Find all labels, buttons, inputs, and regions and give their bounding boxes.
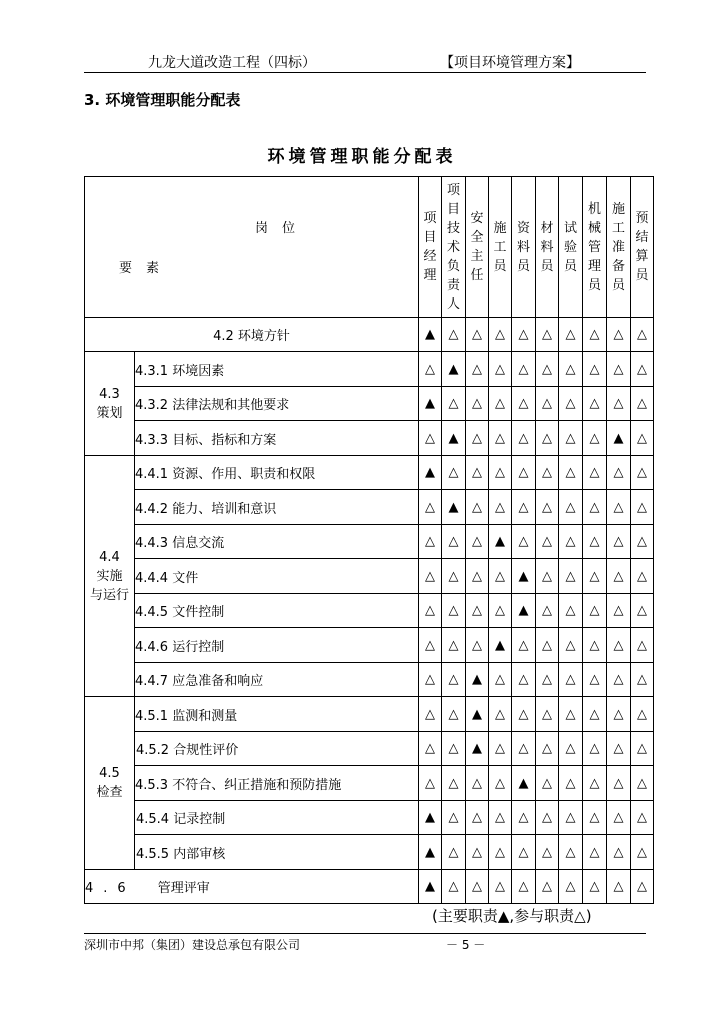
primary-responsibility-mark: ▲ <box>442 352 466 387</box>
participation-mark: △ <box>583 835 607 870</box>
footer-company: 深圳市中邦（集团）建设总承包有限公司 <box>84 938 301 952</box>
participation-mark: △ <box>583 663 607 697</box>
participation-mark: △ <box>512 732 536 766</box>
participation-mark: △ <box>607 352 631 387</box>
participation-mark: △ <box>442 318 466 352</box>
element-label: 4.4.7 应急准备和响应 <box>135 674 264 689</box>
role-header-label: 机械管理员 <box>588 201 602 293</box>
participation-mark: △ <box>419 421 442 456</box>
participation-mark: △ <box>512 663 536 697</box>
participation-mark: △ <box>419 490 442 525</box>
table-row <box>85 732 654 766</box>
participation-mark: △ <box>583 594 607 628</box>
participation-mark: △ <box>466 870 489 904</box>
role-header <box>489 177 512 318</box>
role-header <box>536 177 559 318</box>
participation-mark: △ <box>536 387 559 421</box>
participation-mark: △ <box>536 559 559 594</box>
participation-mark: △ <box>419 766 442 801</box>
participation-mark: △ <box>442 663 466 697</box>
participation-mark: △ <box>631 835 654 870</box>
participation-mark: △ <box>607 387 631 421</box>
role-header <box>419 177 442 318</box>
table-row <box>85 352 654 387</box>
participation-mark: △ <box>583 387 607 421</box>
participation-mark: △ <box>489 421 512 456</box>
primary-responsibility-mark: ▲ <box>512 559 536 594</box>
participation-mark: △ <box>631 490 654 525</box>
table-row <box>85 663 654 697</box>
element-label: 4.4.2 能力、培训和意识 <box>135 501 277 517</box>
participation-mark: △ <box>489 732 512 766</box>
participation-mark: △ <box>583 421 607 456</box>
participation-mark: △ <box>583 732 607 766</box>
header-document-title: 【项目环境管理方案】 <box>440 55 580 71</box>
participation-mark: △ <box>466 594 489 628</box>
element-cell <box>135 490 419 525</box>
participation-mark: △ <box>631 663 654 697</box>
participation-mark: △ <box>489 870 512 904</box>
element-cell <box>135 766 419 801</box>
participation-mark: △ <box>512 525 536 559</box>
participation-mark: △ <box>466 801 489 835</box>
primary-responsibility-mark: ▲ <box>419 456 442 490</box>
role-header <box>583 177 607 318</box>
participation-mark: △ <box>466 628 489 663</box>
table-row <box>85 697 654 732</box>
table-row <box>85 766 654 801</box>
participation-mark: △ <box>536 870 559 904</box>
group-label: 4.5 检查 <box>96 766 123 800</box>
table-row <box>85 456 654 490</box>
participation-mark: △ <box>442 835 466 870</box>
table-row <box>85 594 654 628</box>
participation-mark: △ <box>489 559 512 594</box>
footer-page-number: － 5 － <box>446 938 486 952</box>
participation-mark: △ <box>559 801 583 835</box>
participation-mark: △ <box>536 697 559 732</box>
element-label: 4.4.4 文件 <box>135 570 199 586</box>
element-label: 4.4.1 资源、作用、职责和权限 <box>135 467 316 482</box>
element-label: 4.4.5 文件控制 <box>135 605 225 620</box>
participation-mark: △ <box>536 352 559 387</box>
role-header-label: 项目经理 <box>423 211 437 283</box>
group-cell <box>85 352 135 456</box>
participation-mark: △ <box>489 766 512 801</box>
role-header <box>631 177 654 318</box>
element-label: 4.2 环境方针 <box>213 329 290 344</box>
participation-mark: △ <box>466 421 489 456</box>
participation-mark: △ <box>536 594 559 628</box>
footer-divider <box>84 933 646 934</box>
participation-mark: △ <box>442 697 466 732</box>
participation-mark: △ <box>631 559 654 594</box>
participation-mark: △ <box>536 525 559 559</box>
participation-mark: △ <box>607 835 631 870</box>
participation-mark: △ <box>631 525 654 559</box>
participation-mark: △ <box>559 318 583 352</box>
participation-mark: △ <box>559 732 583 766</box>
participation-mark: △ <box>442 732 466 766</box>
element-cell <box>135 594 419 628</box>
participation-mark: △ <box>631 352 654 387</box>
participation-mark: △ <box>583 490 607 525</box>
element-label: 4.4.3 信息交流 <box>135 536 225 551</box>
element-label: 4.5.4 记录控制 <box>136 812 226 827</box>
primary-responsibility-mark: ▲ <box>419 835 442 870</box>
participation-mark: △ <box>466 352 489 387</box>
table-row <box>85 835 654 870</box>
table-title: 环境管理职能分配表 <box>267 147 457 167</box>
participation-mark: △ <box>466 766 489 801</box>
primary-responsibility-mark: ▲ <box>607 421 631 456</box>
element-cell <box>135 628 419 663</box>
primary-responsibility-mark: ▲ <box>419 318 442 352</box>
element-label: 4.3.1 环境因素 <box>135 363 225 379</box>
participation-mark: △ <box>536 663 559 697</box>
element-cell <box>135 663 419 697</box>
table-row <box>85 387 654 421</box>
role-header-label: 预结算员 <box>635 211 649 283</box>
participation-mark: △ <box>512 456 536 490</box>
role-header-label: 安全主任 <box>470 211 484 283</box>
element-cell <box>135 801 419 835</box>
participation-mark: △ <box>512 697 536 732</box>
participation-mark: △ <box>559 766 583 801</box>
element-label: 4.3.3 目标、指标和方案 <box>135 432 277 448</box>
participation-mark: △ <box>489 835 512 870</box>
table-row <box>85 628 654 663</box>
element-cell <box>135 525 419 559</box>
role-header-label: 资料员 <box>517 220 531 274</box>
element-label: 4.5.5 内部审核 <box>136 846 226 862</box>
participation-mark: △ <box>583 559 607 594</box>
participation-mark: △ <box>419 663 442 697</box>
participation-mark: △ <box>607 318 631 352</box>
role-header <box>607 177 631 318</box>
participation-mark: △ <box>607 766 631 801</box>
participation-mark: △ <box>489 318 512 352</box>
role-header-label: 施工员 <box>493 220 507 274</box>
participation-mark: △ <box>512 490 536 525</box>
responsibility-table <box>84 176 654 904</box>
participation-mark: △ <box>442 801 466 835</box>
participation-mark: △ <box>466 387 489 421</box>
participation-mark: △ <box>512 318 536 352</box>
corner-element-label: 要素 <box>119 261 174 276</box>
participation-mark: △ <box>512 870 536 904</box>
participation-mark: △ <box>466 490 489 525</box>
participation-mark: △ <box>489 352 512 387</box>
participation-mark: △ <box>419 352 442 387</box>
element-cell <box>135 387 419 421</box>
participation-mark: △ <box>583 318 607 352</box>
participation-mark: △ <box>559 387 583 421</box>
participation-mark: △ <box>419 697 442 732</box>
role-header <box>466 177 489 318</box>
participation-mark: △ <box>607 525 631 559</box>
participation-mark: △ <box>512 352 536 387</box>
participation-mark: △ <box>583 352 607 387</box>
participation-mark: △ <box>631 421 654 456</box>
participation-mark: △ <box>419 559 442 594</box>
participation-mark: △ <box>489 663 512 697</box>
element-cell <box>135 732 419 766</box>
participation-mark: △ <box>536 835 559 870</box>
participation-mark: △ <box>466 835 489 870</box>
participation-mark: △ <box>583 456 607 490</box>
participation-mark: △ <box>559 663 583 697</box>
participation-mark: △ <box>512 835 536 870</box>
participation-mark: △ <box>559 421 583 456</box>
primary-responsibility-mark: ▲ <box>466 663 489 697</box>
participation-mark: △ <box>536 628 559 663</box>
participation-mark: △ <box>607 663 631 697</box>
participation-mark: △ <box>559 870 583 904</box>
role-header <box>442 177 466 318</box>
participation-mark: △ <box>419 732 442 766</box>
table-row <box>85 318 654 352</box>
element-cell <box>135 835 419 870</box>
participation-mark: △ <box>419 594 442 628</box>
participation-mark: △ <box>512 421 536 456</box>
participation-mark: △ <box>489 801 512 835</box>
group-label: 4.4 实施 与运行 <box>89 549 129 603</box>
participation-mark: △ <box>583 628 607 663</box>
table-row <box>85 421 654 456</box>
participation-mark: △ <box>489 387 512 421</box>
element-label: 4.3.2 法律法规和其他要求 <box>135 398 290 413</box>
table-corner-cell <box>85 177 419 318</box>
participation-mark: △ <box>536 732 559 766</box>
element-cell <box>135 697 419 732</box>
participation-mark: △ <box>442 387 466 421</box>
participation-mark: △ <box>419 525 442 559</box>
participation-mark: △ <box>583 525 607 559</box>
primary-responsibility-mark: ▲ <box>466 697 489 732</box>
element-label: 4.5.3 不符合、纠正措施和预防措施 <box>135 777 342 793</box>
participation-mark: △ <box>559 525 583 559</box>
primary-responsibility-mark: ▲ <box>489 525 512 559</box>
participation-mark: △ <box>536 801 559 835</box>
participation-mark: △ <box>466 559 489 594</box>
primary-responsibility-mark: ▲ <box>419 387 442 421</box>
participation-mark: △ <box>512 801 536 835</box>
participation-mark: △ <box>631 387 654 421</box>
participation-mark: △ <box>607 490 631 525</box>
participation-mark: △ <box>583 870 607 904</box>
participation-mark: △ <box>536 318 559 352</box>
primary-responsibility-mark: ▲ <box>512 594 536 628</box>
participation-mark: △ <box>607 697 631 732</box>
table-row <box>85 870 654 904</box>
element-cell <box>135 559 419 594</box>
participation-mark: △ <box>607 559 631 594</box>
participation-mark: △ <box>512 628 536 663</box>
group-cell <box>85 456 135 697</box>
participation-mark: △ <box>583 697 607 732</box>
participation-mark: △ <box>559 490 583 525</box>
element-cell <box>135 421 419 456</box>
participation-mark: △ <box>466 525 489 559</box>
role-header-label: 项目技术负责人 <box>447 182 461 312</box>
participation-mark: △ <box>559 628 583 663</box>
element-cell <box>135 456 419 490</box>
primary-responsibility-mark: ▲ <box>419 801 442 835</box>
element-cell <box>85 870 419 904</box>
participation-mark: △ <box>442 559 466 594</box>
participation-mark: △ <box>559 835 583 870</box>
participation-mark: △ <box>559 697 583 732</box>
table-row <box>85 801 654 835</box>
header-divider <box>84 72 646 73</box>
table-row <box>85 559 654 594</box>
participation-mark: △ <box>607 732 631 766</box>
participation-mark: △ <box>442 766 466 801</box>
table-header-row <box>85 177 654 318</box>
participation-mark: △ <box>559 594 583 628</box>
primary-responsibility-mark: ▲ <box>442 490 466 525</box>
participation-mark: △ <box>489 456 512 490</box>
participation-mark: △ <box>536 421 559 456</box>
participation-mark: △ <box>607 456 631 490</box>
table-row <box>85 490 654 525</box>
participation-mark: △ <box>631 732 654 766</box>
participation-mark: △ <box>442 870 466 904</box>
element-label: 4.4.6 运行控制 <box>135 639 225 655</box>
participation-mark: △ <box>631 318 654 352</box>
role-header <box>559 177 583 318</box>
participation-mark: △ <box>583 801 607 835</box>
participation-mark: △ <box>559 352 583 387</box>
participation-mark: △ <box>442 456 466 490</box>
participation-mark: △ <box>631 697 654 732</box>
participation-mark: △ <box>607 870 631 904</box>
corner-post-label: 岗位 <box>255 221 310 236</box>
header-project-name: 九龙大道改造工程（四标） <box>148 55 316 71</box>
role-header-label: 材料员 <box>540 220 554 274</box>
participation-mark: △ <box>631 594 654 628</box>
primary-responsibility-mark: ▲ <box>419 870 442 904</box>
participation-mark: △ <box>536 766 559 801</box>
role-header <box>512 177 536 318</box>
element-label: 4.5.2 合规性评价 <box>136 743 239 758</box>
participation-mark: △ <box>583 766 607 801</box>
element-label: 管理评审 <box>157 881 210 896</box>
participation-mark: △ <box>631 870 654 904</box>
participation-mark: △ <box>489 490 512 525</box>
primary-responsibility-mark: ▲ <box>442 421 466 456</box>
group-label: 4.3 策划 <box>96 386 123 421</box>
element-cell <box>135 352 419 387</box>
participation-mark: △ <box>631 766 654 801</box>
section-title: 3. 环境管理职能分配表 <box>84 91 241 109</box>
element-number: 4.6 <box>85 881 136 896</box>
element-label: 4.5.1 监测和测量 <box>135 708 238 724</box>
element-cell <box>85 318 419 352</box>
legend: (主要职责▲,参与职责△) <box>432 907 592 925</box>
participation-mark: △ <box>536 490 559 525</box>
participation-mark: △ <box>631 628 654 663</box>
participation-mark: △ <box>607 801 631 835</box>
participation-mark: △ <box>512 387 536 421</box>
participation-mark: △ <box>559 559 583 594</box>
participation-mark: △ <box>442 628 466 663</box>
participation-mark: △ <box>559 456 583 490</box>
primary-responsibility-mark: ▲ <box>512 766 536 801</box>
primary-responsibility-mark: ▲ <box>489 628 512 663</box>
primary-responsibility-mark: ▲ <box>466 732 489 766</box>
participation-mark: △ <box>442 525 466 559</box>
participation-mark: △ <box>489 594 512 628</box>
participation-mark: △ <box>466 456 489 490</box>
participation-mark: △ <box>442 594 466 628</box>
participation-mark: △ <box>489 697 512 732</box>
participation-mark: △ <box>607 594 631 628</box>
group-cell <box>85 697 135 870</box>
participation-mark: △ <box>631 801 654 835</box>
role-header-label: 试验员 <box>564 220 578 274</box>
participation-mark: △ <box>631 456 654 490</box>
participation-mark: △ <box>607 628 631 663</box>
role-header-label: 施工准备员 <box>612 201 626 293</box>
participation-mark: △ <box>466 318 489 352</box>
participation-mark: △ <box>536 456 559 490</box>
table-row <box>85 525 654 559</box>
participation-mark: △ <box>419 628 442 663</box>
